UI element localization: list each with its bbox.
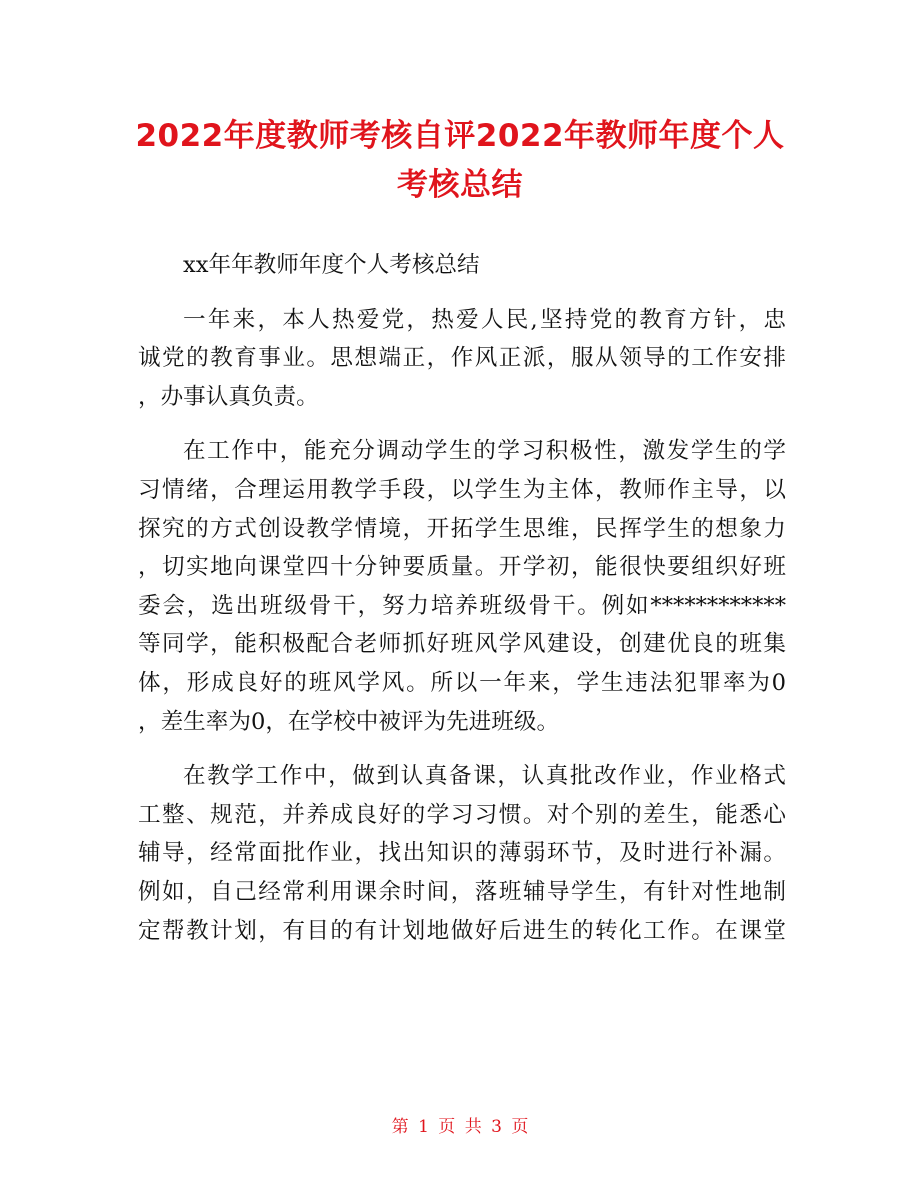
paragraph-line: 一年来，本人热爱党，热爱人民,坚持党的教育方针，忠 (183, 306, 786, 333)
title-line-2: 考核总结 (397, 167, 523, 203)
paragraph-line: 等同学，能积极配合老师抓好班风学风建设，创建优良的班集 (138, 631, 786, 658)
document-subtitle: xx年年教师年度个人考核总结 (183, 252, 480, 278)
paragraph-line: 体，形成良好的班风学风。所以一年来，学生违法犯罪率为0 (138, 669, 786, 696)
paragraph-line: 在工作中，能充分调动学生的学习积极性，激发学生的学 (183, 438, 786, 465)
paragraph-line: 探究的方式创设教学情境，开拓学生思维，民挥学生的想象力 (138, 515, 786, 542)
paragraph-line: 辅导，经常面批作业，找出知识的薄弱环节，及时进行补漏。 (138, 840, 786, 867)
paragraph-2 (138, 432, 786, 741)
paragraph-line: 习情绪，合理运用教学手段，以学生为主体，教师作主导，以 (138, 476, 786, 503)
page-footer: 第 1 页 共 3 页 (391, 1117, 529, 1137)
title-line-1: 2022年度教师考核自评2022年教师年度个人 (135, 118, 785, 154)
paragraph-line: 委会，选出班级骨干，努力培养班级骨干。例如************ (138, 592, 786, 619)
paragraph-line: 工整、规范，并养成良好的学习习惯。对个别的差生，能悉心 (138, 801, 786, 828)
paragraph-line: ，办事认真负责。 (138, 383, 319, 410)
document-title (120, 112, 800, 210)
document-body (138, 246, 786, 950)
paragraph-3 (138, 757, 786, 950)
paragraph-line: 诚党的教育事业。思想端正，作风正派，服从领导的工作安排 (138, 345, 786, 372)
paragraph-line: 例如，自己经常利用课余时间，落班辅导学生，有针对性地制 (138, 878, 786, 905)
paragraph-line: ，切实地向课堂四十分钟要质量。开学初，能很快要组织好班 (138, 554, 786, 581)
paragraph-line: 在教学工作中，做到认真备课，认真批改作业，作业格式 (183, 763, 786, 790)
paragraph-line: 定帮教计划，有目的有计划地做好后进生的转化工作。在课堂 (138, 917, 786, 944)
paragraph-line: ，差生率为0，在学校中被评为先进班级。 (138, 708, 560, 735)
paragraph-1 (138, 301, 786, 417)
